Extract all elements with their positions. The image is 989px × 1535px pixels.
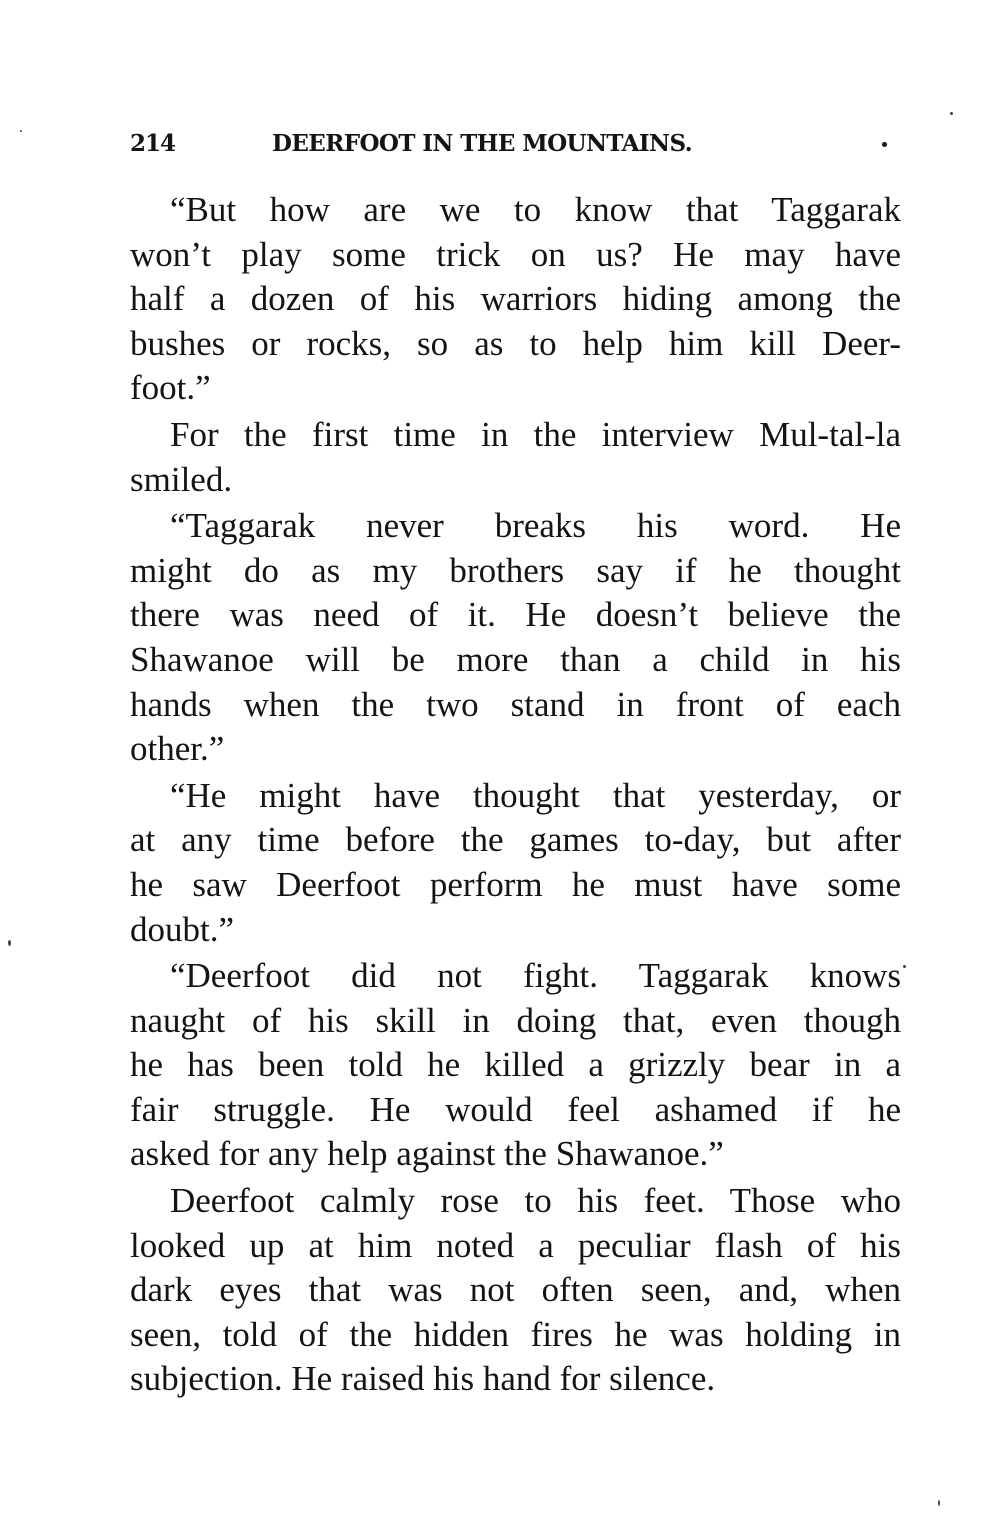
body-text xyxy=(130,188,901,1402)
text-line: might do as my brothers say if he thought xyxy=(130,550,901,590)
text-line: seen, told of the hidden fires he was holding in xyxy=(130,1314,901,1354)
text-line: half a dozen of his warriors hiding among the xyxy=(130,279,901,319)
text-line: Shawanoe will be more than a child in his xyxy=(130,639,901,679)
paragraph-6 xyxy=(130,1179,901,1402)
text-line: bushes or rocks, so as to help him kill Deer- xyxy=(130,323,901,363)
paragraph-2 xyxy=(130,413,901,502)
text-line: asked for any help against the Shawanoe.” xyxy=(130,1134,724,1174)
text-line: at any time before the games to-day, but after xyxy=(130,820,901,860)
text-line: Deerfoot calmly rose to his feet. Those who xyxy=(170,1181,901,1221)
running-title: DEERFOOT IN THE MOUNTAINS. xyxy=(272,130,693,157)
text-line: For the first time in the interview Mul-tal-la xyxy=(170,414,901,454)
scan-speck xyxy=(903,965,906,968)
scan-speck xyxy=(8,940,11,946)
text-line: “Deerfoot did not fight. Taggarak knows xyxy=(170,956,901,996)
text-line: hands when the two stand in front of each xyxy=(130,684,901,724)
text-line: he has been told he killed a grizzly bear in a xyxy=(130,1045,901,1085)
text-line: subjection. He raised his hand for silence. xyxy=(130,1359,716,1399)
paragraph-4 xyxy=(130,774,901,952)
text-line: “But how are we to know that Taggarak xyxy=(170,190,901,229)
text-line: other.” xyxy=(130,729,225,769)
header-speck xyxy=(882,142,887,147)
text-line: won’t play some trick on us? He may have xyxy=(130,234,901,274)
paragraph-5 xyxy=(130,954,901,1177)
scan-speck xyxy=(950,112,953,115)
text-line: “Taggarak never breaks his word. He xyxy=(170,506,901,546)
text-line: there was need of it. He doesn’t believe the xyxy=(130,595,901,635)
running-header xyxy=(130,124,900,164)
scan-speck xyxy=(20,130,22,132)
scan-speck xyxy=(938,1500,940,1506)
text-line: “He might have thought that yesterday, or xyxy=(170,775,901,815)
text-line: looked up at him noted a peculiar flash of his xyxy=(130,1225,901,1265)
text-line: dark eyes that was not often seen, and, when xyxy=(130,1270,901,1310)
text-line: smiled. xyxy=(130,459,233,499)
paragraph-3 xyxy=(130,504,901,772)
text-line: he saw Deerfoot perform he must have some xyxy=(130,864,901,904)
text-line: foot.” xyxy=(130,368,211,408)
paragraph-1 xyxy=(130,188,901,411)
text-line: naught of his skill in doing that, even though xyxy=(130,1000,901,1040)
text-line: doubt.” xyxy=(130,909,235,949)
page-number: 214 xyxy=(130,130,176,157)
text-line: fair struggle. He would feel ashamed if he xyxy=(130,1089,901,1129)
